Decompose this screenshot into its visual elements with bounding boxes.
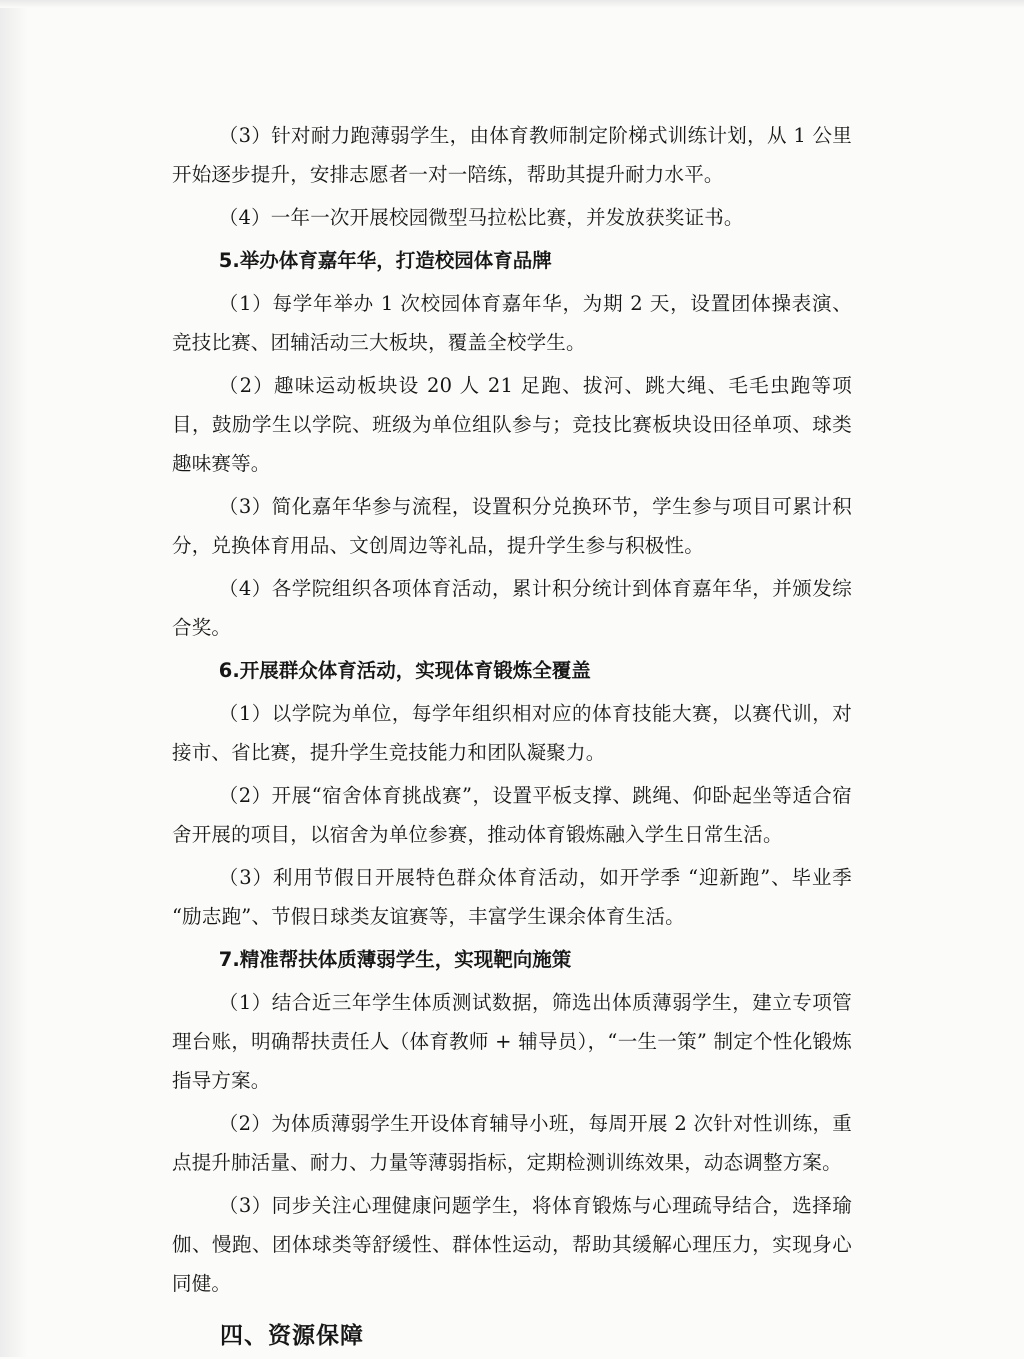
subheading-carnival: 5.举办体育嘉年华，打造校园体育品牌 (218, 249, 552, 272)
para-carnival-4: （4）各学院组织各项体育活动，累计积分统计到体育嘉年华，并颁发综合奖。 (172, 577, 852, 639)
para-help-3: （3）同步关注心理健康问题学生，将体育锻炼与心理疏导结合，选择瑜伽、慢跑、团体球类等舒缓性、群体性运动，帮助其缓解心理压力，实现身心同健。 (172, 1194, 852, 1295)
para-mass-2: （2）开展“宿舍体育挑战赛”，设置平板支撑、跳绳、仰卧起坐等适合宿舍开展的项目，以宿舍为单位参赛，推动体育锻炼融入学生日常生活。 (172, 784, 852, 846)
subheading-mass-sports: 6.开展群众体育活动，实现体育锻炼全覆盖 (218, 659, 591, 682)
para-endurance-training: （3）针对耐力跑薄弱学生，由体育教师制定阶梯式训练计划，从 1 公里开始逐步提升，安排志愿者一对一陪练，帮助其提升耐力水平。 (172, 124, 852, 186)
para-help-1: （1）结合近三年学生体质测试数据，筛选出体质薄弱学生，建立专项管理台账，明确帮扶责任人（体育教师 + 辅导员），“一生一策” 制定个性化锻炼指导方案。 (172, 991, 852, 1092)
scan-edge-shadow (0, 0, 28, 1357)
para-carnival-3: （3）简化嘉年华参与流程，设置积分兑换环节，学生参与项目可累计积分，兑换体育用品、文创周边等礼品，提升学生参与积极性。 (172, 495, 852, 557)
document-body (172, 116, 852, 1359)
para-mass-1: （1）以学院为单位，每学年组织相对应的体育技能大赛，以赛代训，对接市、省比赛，提升学生竞技能力和团队凝聚力。 (172, 702, 852, 764)
para-help-2: （2）为体质薄弱学生开设体育辅导小班，每周开展 2 次针对性训练，重点提升肺活量、耐力、力量等薄弱指标，定期检测训练效果，动态调整方案。 (172, 1112, 852, 1174)
scan-top-shadow (0, 0, 1024, 8)
para-mass-3: （3）利用节假日开展特色群众体育活动，如开学季 “迎新跑”、毕业季 “励志跑”、节假日球类友谊赛等，丰富学生课余体育生活。 (172, 866, 852, 928)
para-marathon: （4）一年一次开展校园微型马拉松比赛，并发放获奖证书。 (218, 206, 744, 229)
section-resource-guarantee: 四、资源保障 (220, 1323, 364, 1349)
para-carnival-2: （2）趣味运动板块设 20 人 21 足跑、拔河、跳大绳、毛毛虫跑等项目，鼓励学生以学院、班级为单位组队参与；竞技比赛板块设田径单项、球类趣味赛等。 (172, 374, 852, 475)
para-carnival-1: （1）每学年举办 1 次校园体育嘉年华，为期 2 天，设置团体操表演、竞技比赛、团辅活动三大板块，覆盖全校学生。 (172, 292, 852, 354)
subheading-targeted-help: 7.精准帮扶体质薄弱学生，实现靶向施策 (218, 948, 572, 971)
